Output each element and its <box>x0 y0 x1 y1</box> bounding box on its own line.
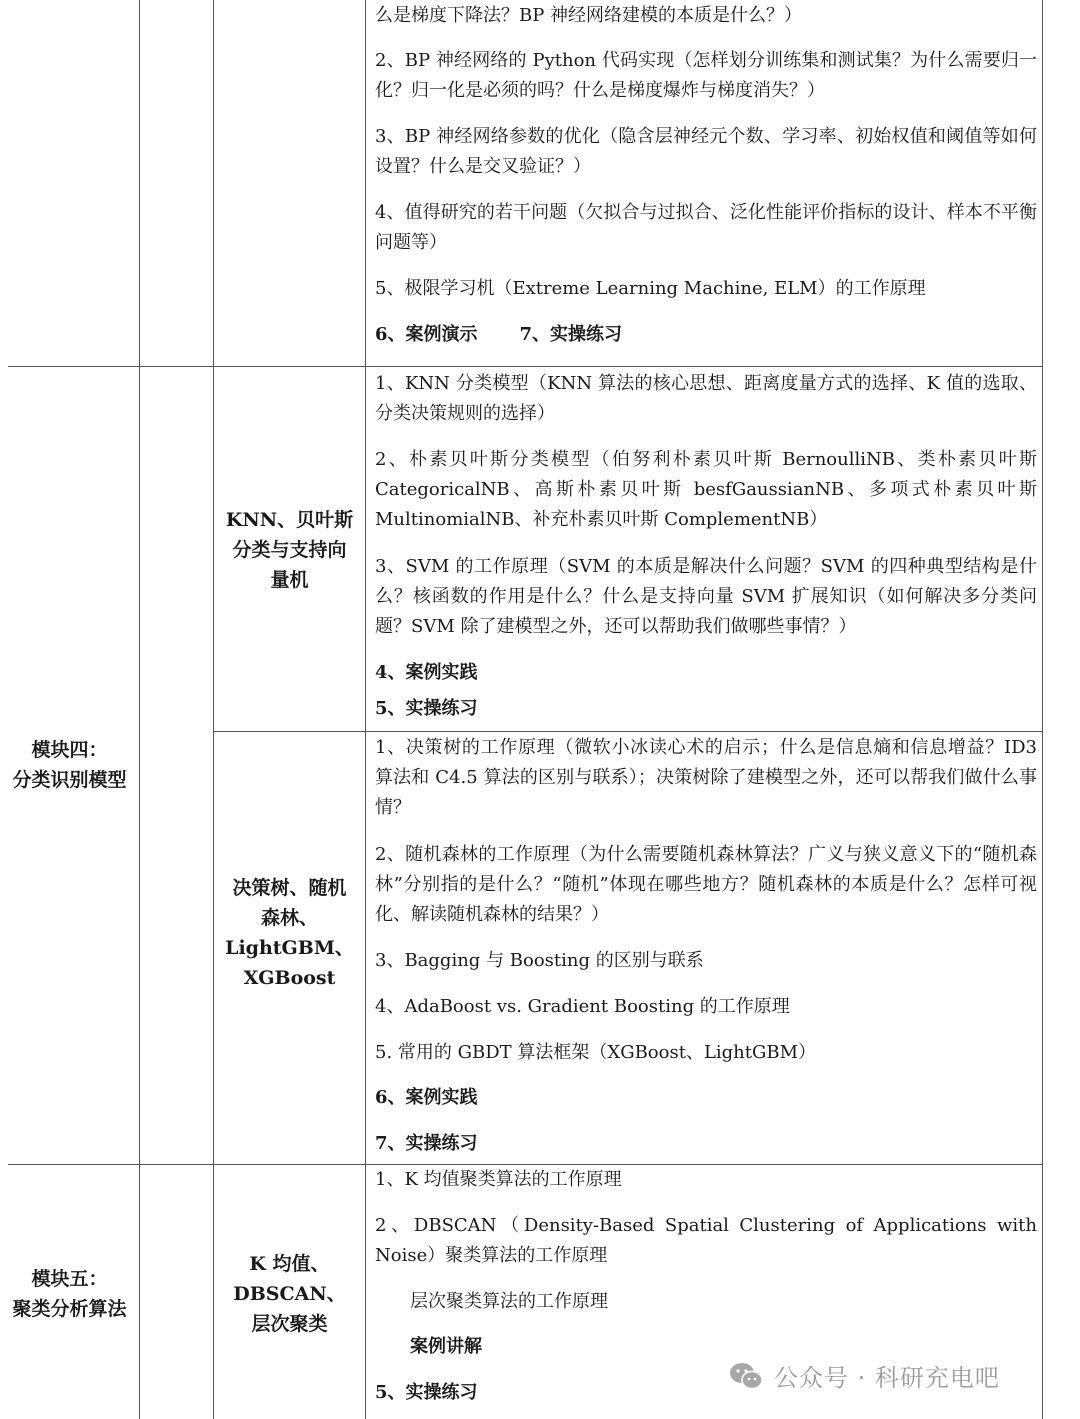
row-divider-module4-subtopic <box>213 731 1043 732</box>
module-four-label <box>0 735 139 795</box>
knn-item-3: 3、SVM 的工作原理（SVM 的本质是解决什么问题？SVM 的四种典型结构是什么？核函数的作用是什么？什么是支持向量 SVM 扩展知识（如何解决多分类问题？SVM 除了建模型之外，还可以帮助我们做哪些事情？） <box>375 556 1037 637</box>
topic-knn-line1: KNN、贝叶斯 <box>225 509 354 531</box>
tree-item-6: 6、案例实践 <box>375 1087 478 1108</box>
bp-item-5: 5、极限学习机（Extreme Learning Machine, ELM）的工作原理 <box>375 278 926 299</box>
row-divider-module4 <box>8 366 1043 367</box>
cluster-item-1: 1、K 均值聚类算法的工作原理 <box>375 1169 622 1190</box>
tree-item-3: 3、Bagging 与 Boosting 的区别与联系 <box>375 950 704 971</box>
watermark-text: 公众号 · 科研充电吧 <box>774 1364 1000 1392</box>
wechat-icon <box>728 1361 764 1391</box>
module-five-line1: 模块五： <box>31 1268 108 1290</box>
topic-knn-bayes-svm <box>214 505 365 595</box>
topic-kmeans-line1: K 均值、 <box>249 1253 330 1275</box>
knn-item-1: 1、KNN 分类模型（KNN 算法的核心思想、距离度量方式的选择、K 值的选取、分类决策规则的选择） <box>375 373 1037 424</box>
module-four-line1: 模块四： <box>31 739 108 761</box>
topic-kmeans-line3: 层次聚类 <box>251 1313 328 1335</box>
knn-item-2: 2、朴素贝叶斯分类模型（伯努利朴素贝叶斯 BernoulliNB、类朴素贝叶斯 CategoricalNB、高斯朴素贝叶斯 besfGaussianNB、多项式朴素贝叶斯 MultinomialNB、补充朴素贝叶斯 ComplementNB） <box>375 449 1037 530</box>
bp-practice-label: 7、实操练习 <box>519 324 623 345</box>
bp-item-3: 3、BP 神经网络参数的优化（隐含层神经元个数、学习率、初始权值和阈值等如何设置？什么是交叉验证？） <box>375 126 1037 177</box>
bp-demo-label: 6、案例演示 <box>375 324 478 345</box>
wechat-watermark <box>728 1358 1000 1393</box>
module-five-line2: 聚类分析算法 <box>12 1298 127 1320</box>
cluster-item-5: 5、实操练习 <box>375 1382 478 1403</box>
topic-knn-line3: 量机 <box>270 569 309 591</box>
knn-item-4: 4、案例实践 <box>375 662 478 683</box>
topic-tree-line1: 决策树、随机 <box>232 877 347 899</box>
table-border-left-col <box>139 0 140 1419</box>
module-five-label <box>0 1264 139 1324</box>
tree-item-2: 2、随机森林的工作原理（为什么需要随机森林算法？广义与狭义意义下的“随机森林”分别指的是什么？“随机”体现在哪些地方？随机森林的本质是什么？怎样可视化、解读随机森林的结果？） <box>375 844 1037 925</box>
bp-item-6-7 <box>375 320 1037 350</box>
tree-item-1: 1、决策树的工作原理（微软小冰读心术的启示；什么是信息熵和信息增益？ID3 算法和 C4.5 算法的区别与联系）；决策树除了建模型之外，还可以帮我们做什么事情？ <box>375 737 1037 818</box>
table-border-content-col <box>365 0 366 1419</box>
topic-kmeans-line2: DBSCAN、 <box>233 1283 346 1305</box>
topic-knn-line2: 分类与支持向 <box>232 539 347 561</box>
topic-tree-line3: LightGBM、 <box>225 937 354 959</box>
table-border-topic-col <box>213 0 214 1419</box>
bp-item-4: 4、值得研究的若干问题（欠拟合与过拟合、泛化性能评价指标的设计、样本不平衡问题等） <box>375 202 1037 253</box>
tree-item-5: 5. 常用的 GBDT 算法框架（XGBoost、LightGBM） <box>375 1042 817 1063</box>
module-four-line2: 分类识别模型 <box>12 769 127 791</box>
topic-tree-ensemble <box>214 873 365 993</box>
tree-item-4: 4、AdaBoost vs. Gradient Boosting 的工作原理 <box>375 996 790 1017</box>
knn-item-5: 5、实操练习 <box>375 698 478 719</box>
bp-item-continued: 么是梯度下降法？BP 神经网络建模的本质是什么？） <box>375 5 803 26</box>
cluster-item-3: 层次聚类算法的工作原理 <box>410 1291 608 1312</box>
topic-tree-line2: 森林、 <box>260 907 318 929</box>
table-border-right <box>1042 0 1043 1419</box>
tree-item-7: 7、实操练习 <box>375 1133 478 1154</box>
topic-clustering <box>214 1249 365 1339</box>
cluster-item-4: 案例讲解 <box>410 1336 482 1357</box>
topic-tree-line4: XGBoost <box>243 967 336 989</box>
cluster-item-2: 2、DBSCAN（Density-Based Spatial Clustering of Applications with Noise）聚类算法的工作原理 <box>375 1215 1037 1266</box>
bp-item-2: 2、BP 神经网络的 Python 代码实现（怎样划分训练集和测试集？为什么需要归一化？归一化是必须的吗？什么是梯度爆炸与梯度消失？） <box>375 50 1037 101</box>
